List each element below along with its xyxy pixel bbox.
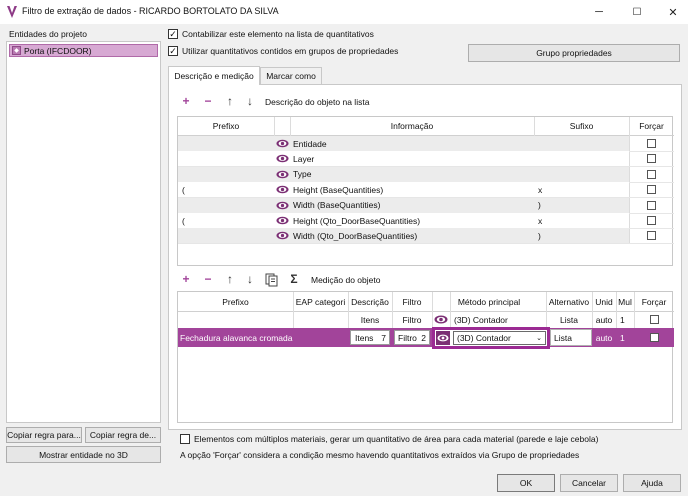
entity-item-label: Porta (IFCDOOR): [24, 45, 92, 56]
meas-selected-filter-count: 2: [421, 332, 426, 343]
eye-icon[interactable]: [274, 167, 290, 182]
eye-icon[interactable]: [274, 151, 290, 166]
desc-row-force-checkbox[interactable]: [629, 182, 674, 197]
meas-selected-unit[interactable]: auto: [595, 332, 613, 343]
ok-button[interactable]: OK: [497, 474, 555, 492]
desc-row-info[interactable]: Height (Qto_DoorBaseQuantities): [293, 215, 421, 226]
copy-icon[interactable]: [265, 273, 278, 287]
desc-row-suffix[interactable]: [538, 167, 628, 182]
measurement-grid[interactable]: [177, 291, 673, 423]
desc-row-force-checkbox[interactable]: [629, 228, 674, 243]
window-title: Filtro de extração de dados - RICARDO BORTOLATO DA SILVA: [22, 6, 279, 16]
desc-row-prefix[interactable]: [182, 167, 272, 182]
move-down-measurement-icon[interactable]: ↓: [247, 272, 253, 286]
meas-selected-force[interactable]: [634, 328, 674, 347]
show-3d-button[interactable]: Mostrar entidade no 3D: [6, 446, 161, 463]
desc-row-suffix[interactable]: ): [538, 230, 541, 241]
meas-default-force[interactable]: [634, 312, 674, 327]
property-groups-label: Utilizar quantitativos contidos em grupos de propriedades: [182, 46, 399, 56]
meas-default-alternative[interactable]: Lista: [560, 314, 578, 325]
cancel-button[interactable]: Cancelar: [560, 474, 618, 492]
meas-header-description: Descrição: [351, 296, 389, 307]
eye-icon[interactable]: [274, 136, 290, 151]
add-description-icon[interactable]: +: [182, 94, 190, 108]
meas-selected-description: Itens: [355, 332, 374, 343]
meas-header-eap: EAP categori: [295, 296, 346, 307]
meas-selected-description-field[interactable]: [350, 330, 390, 345]
desc-header-prefix: Prefixo: [212, 121, 240, 131]
remove-description-icon[interactable]: −: [204, 94, 212, 108]
meas-default-filter[interactable]: Filtro: [402, 314, 422, 325]
desc-row-info[interactable]: Width (BaseQuantities): [293, 200, 381, 211]
multi-material-checkbox[interactable]: [180, 434, 190, 444]
meas-default-unit[interactable]: auto: [595, 314, 613, 325]
meas-selected-alternative-field[interactable]: [550, 329, 592, 346]
meas-header-prefix: Prefixo: [222, 296, 249, 307]
meas-selected-prefix[interactable]: Fechadura alavanca cromada: [180, 332, 293, 343]
meas-selected-mult[interactable]: 1: [620, 332, 625, 343]
desc-row-suffix[interactable]: [538, 151, 628, 166]
entity-icon: ◆: [12, 46, 21, 55]
entities-label: Entidades do projeto: [9, 29, 87, 39]
desc-row-force-checkbox[interactable]: [629, 136, 674, 151]
copy-rule-from-button[interactable]: Copiar regra de...: [85, 427, 161, 443]
tab-description-measurement[interactable]: Descrição e medição: [168, 66, 260, 85]
meas-selected-method-select[interactable]: [453, 331, 546, 345]
desc-row-prefix[interactable]: [182, 151, 272, 166]
multi-material-label: Elementos com múltiplos materiais, gerar um quantitativo de área para cada material (parede e laje cebola): [194, 434, 599, 444]
remove-measurement-icon[interactable]: −: [204, 272, 212, 286]
desc-row-prefix[interactable]: (: [182, 215, 185, 226]
desc-row-prefix[interactable]: [182, 198, 272, 213]
meas-header-alternative: Alternativo: [548, 296, 590, 307]
meas-selected-eye-icon[interactable]: [436, 331, 450, 345]
sum-icon[interactable]: Σ: [290, 272, 298, 286]
desc-header-info: Informação: [390, 121, 434, 131]
move-up-description-icon[interactable]: ↑: [227, 94, 233, 108]
entity-item-porta[interactable]: [9, 44, 158, 57]
meas-header-mult: Mul: [618, 296, 632, 307]
desc-row-prefix[interactable]: (: [182, 184, 185, 195]
desc-row-force-checkbox[interactable]: [629, 151, 674, 166]
meas-header-method: Método principal: [457, 296, 521, 307]
eye-icon[interactable]: [274, 213, 290, 228]
desc-row-force-checkbox[interactable]: [629, 167, 674, 182]
close-button[interactable]: ✕: [668, 6, 678, 19]
desc-row-info[interactable]: Layer: [293, 153, 315, 164]
property-groups-checkbox[interactable]: ✓: [169, 45, 177, 56]
desc-row-suffix[interactable]: [538, 136, 628, 151]
title-bar: [0, 0, 688, 24]
meas-selected-method: (3D) Contador: [457, 333, 511, 343]
desc-header-force: Forçar: [639, 121, 664, 131]
desc-header-suffix: Sufixo: [569, 121, 594, 131]
minimize-button[interactable]: ─: [595, 6, 603, 18]
desc-row-prefix[interactable]: [182, 136, 272, 151]
desc-row-force-checkbox[interactable]: [629, 213, 674, 228]
entities-list[interactable]: [6, 41, 161, 423]
desc-row-suffix[interactable]: ): [538, 200, 541, 211]
desc-row-info[interactable]: Height (BaseQuantities): [293, 184, 384, 195]
meas-selected-description-count: 7: [381, 332, 386, 343]
copy-rule-to-button[interactable]: Copiar regra para...: [6, 427, 82, 443]
meas-selected-filter: Filtro: [398, 332, 417, 343]
desc-row-info[interactable]: Entidade: [293, 138, 327, 149]
tab-mark-as[interactable]: Marcar como: [260, 67, 322, 85]
meas-default-mult[interactable]: 1: [620, 314, 625, 325]
desc-row-suffix[interactable]: x: [538, 215, 543, 226]
meas-header-unit: Unid: [595, 296, 613, 307]
description-toolbar-label: Descrição do objeto na lista: [265, 97, 370, 107]
desc-row-prefix[interactable]: [182, 228, 272, 243]
eye-icon[interactable]: [274, 228, 290, 243]
description-grid[interactable]: [177, 116, 673, 266]
tab-panel: [168, 84, 682, 430]
meas-default-eye-icon[interactable]: [432, 312, 450, 327]
move-down-description-icon[interactable]: ↓: [247, 94, 253, 108]
desc-row-suffix[interactable]: x: [538, 184, 543, 195]
maximize-button[interactable]: ☐: [632, 6, 642, 18]
meas-default-description[interactable]: Itens: [360, 314, 380, 325]
eye-icon[interactable]: [274, 182, 290, 197]
meas-default-method[interactable]: (3D) Contador: [454, 314, 508, 325]
add-measurement-icon[interactable]: +: [182, 272, 190, 286]
measurement-toolbar-label: Medição do objeto: [311, 275, 381, 285]
force-note: A opção 'Forçar' considera a condição mesmo havendo quantitativos extraídos via Grupo de propriedades: [180, 450, 580, 460]
app-logo-icon: [6, 5, 18, 19]
meas-selected-filter-field[interactable]: [394, 330, 430, 345]
move-up-measurement-icon[interactable]: ↑: [227, 272, 233, 286]
property-groups-button[interactable]: Grupo propriedades: [468, 44, 680, 62]
desc-row-force-checkbox[interactable]: [629, 198, 674, 213]
chevron-down-icon: ⌄: [536, 335, 542, 342]
meas-header-force: Forçar: [641, 296, 667, 307]
count-element-checkbox[interactable]: ✓: [169, 28, 177, 39]
help-button[interactable]: Ajuda: [623, 474, 681, 492]
desc-row-info[interactable]: Type: [293, 169, 312, 180]
count-element-label: Contabilizar este elemento na lista de quantitativos: [182, 29, 374, 39]
desc-row-info[interactable]: Width (Qto_DoorBaseQuantities): [293, 230, 418, 241]
meas-header-filter: Filtro: [402, 296, 422, 307]
eye-icon[interactable]: [274, 198, 290, 213]
meas-selected-alternative: Lista: [554, 332, 572, 343]
